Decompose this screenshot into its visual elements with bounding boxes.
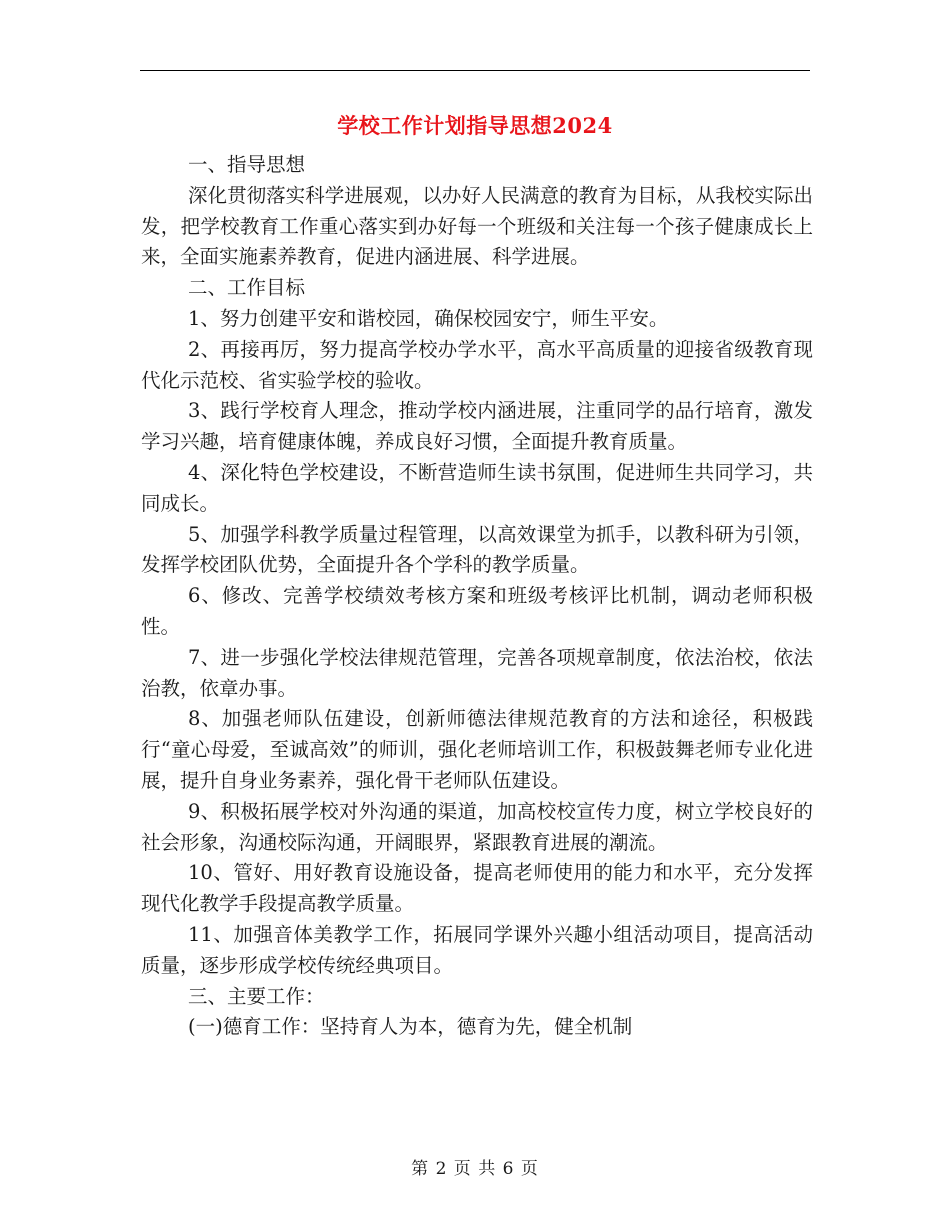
goal-item-4: 4、深化特色学校建设，不断营造师生读书氛围，促进师生共同学习，共同成长。: [141, 460, 813, 515]
goal-item-2: 2、再接再厉，努力提高学校办学水平，高水平高质量的迎接省级教育现代化示范校、省实验学校的验收。: [141, 337, 813, 392]
goal-item-1: 1、努力创建平安和谐校园，确保校园安宁，师生平安。: [188, 306, 669, 330]
goal-item-5: 5、加强学科教学质量过程管理，以高效课堂为抓手，以教科研为引领，发挥学校团队优势，全面提升各个学科的教学质量。: [141, 522, 813, 577]
goal-item-11: 11、加强音体美教学工作，拓展同学课外兴趣小组活动项目，提高活动质量，逐步形成学校传统经典项目。: [141, 922, 813, 977]
document-body: [141, 150, 813, 1043]
goal-item-3: 3、践行学校育人理念，推动学校内涵进展，注重同学的品行培育，激发学习兴趣，培育健康体魄，养成良好习惯，全面提升教育质量。: [141, 399, 813, 454]
goal-item-8: 8、加强老师队伍建设，创新师德法律规范教育的方法和途径，积极践行“童心母爱，至诚高效”的师训，强化老师培训工作，积极鼓舞老师专业化进展，提升自身业务素养，强化骨干老师队伍建设。: [141, 707, 813, 792]
goal-item-9: 9、积极拓展学校对外沟通的渠道，加高校校宣传力度，树立学校良好的社会形象，沟通校际沟通，开阔眼界，紧跟教育进展的潮流。: [141, 799, 813, 854]
document-title: 学校工作计划指导思想2024: [337, 113, 613, 138]
heading-main-work: 三、主要工作：: [188, 984, 325, 1008]
goal-item-7: 7、进一步强化学校法律规范管理，完善各项规章制度，依法治校，依法治教，依章办事。: [141, 645, 813, 700]
page-footer: 第 2 页 共 6 页: [411, 1159, 539, 1179]
header-rule: [140, 70, 810, 71]
goal-item-10: 10、管好、用好教育设施设备，提高老师使用的能力和水平，充分发挥现代化教学手段提高教学质量。: [141, 861, 813, 916]
subheading-moral-education: (一)德育工作：坚持育人为本，德育为先，健全机制: [188, 1015, 633, 1039]
paragraph: 深化贯彻落实科学进展观，以办好人民满意的教育为目标，从我校实际出发，把学校教育工作重心落实到办好每一个班级和关注每一个孩子健康成长上来，全面实施素养教育，促进内涵进展、科学进展。: [141, 183, 813, 269]
goal-item-6: 6、修改、完善学校绩效考核方案和班级考核评比机制，调动老师积极性。: [141, 584, 813, 638]
heading-guiding-ideology: 一、指导思想: [188, 153, 306, 176]
heading-work-goals: 二、工作目标: [188, 276, 306, 300]
